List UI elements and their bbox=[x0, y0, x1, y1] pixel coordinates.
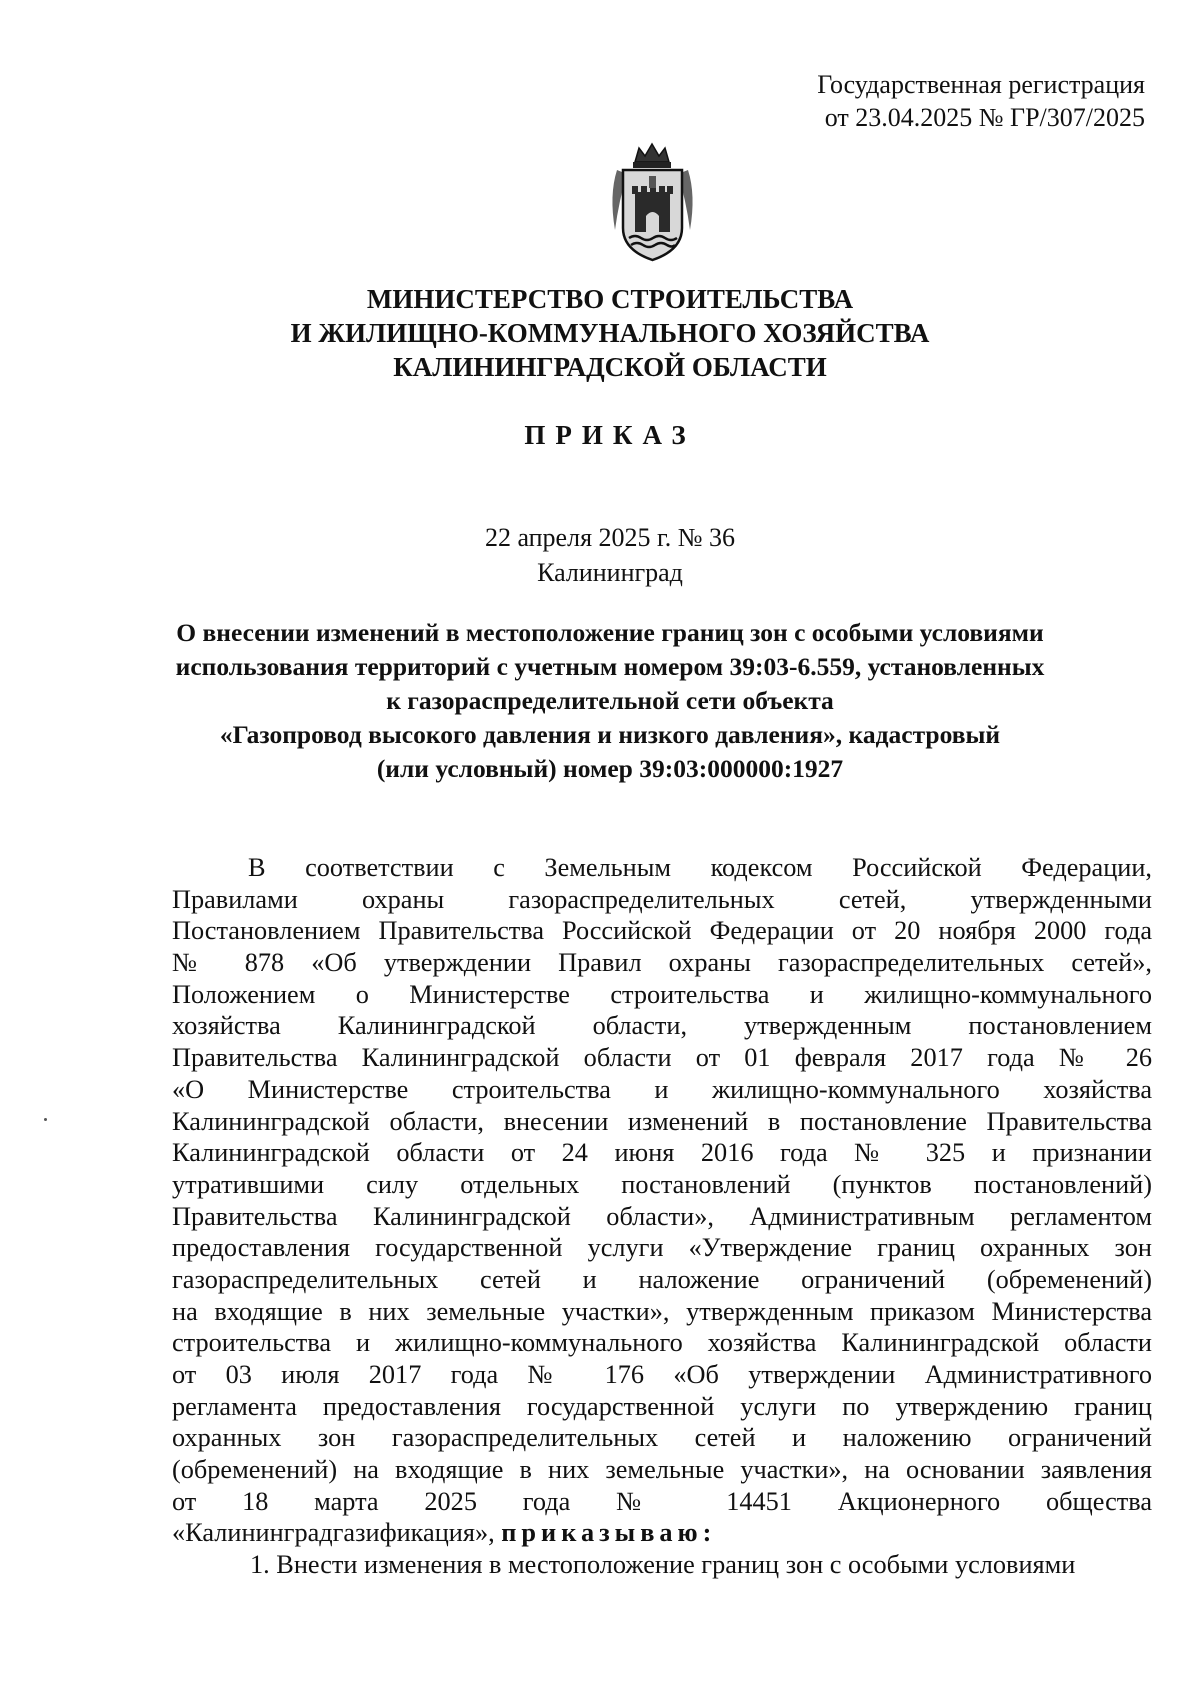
order-date-number: 22 апреля 2025 г. № 36 bbox=[484, 523, 736, 552]
subject-line: к газораспределительной сети объекта bbox=[386, 686, 834, 715]
body-line: Постановлением Правительства Российской Федерации от 20 ноября 2000 года bbox=[172, 916, 1152, 946]
registration-number: от 23.04.2025 № ГР/307/2025 bbox=[824, 103, 1145, 132]
body-line: Положением о Министерстве строительства и жилищно-коммунального bbox=[172, 979, 1152, 1009]
subject-line: (или условный) номер 39:03:000000:1927 bbox=[376, 754, 844, 783]
order-item-1: 1. Внести изменения в местоположение границ зон с особыми условиями bbox=[250, 1550, 1076, 1580]
order-subject bbox=[150, 616, 1070, 786]
subject-line: «Газопровод высокого давления и низкого давления», кадастровый bbox=[219, 720, 1001, 749]
ministry-line-1: МИНИСТЕРСТВО СТРОИТЕЛЬСТВА bbox=[366, 284, 854, 314]
ministry-name bbox=[150, 282, 1070, 384]
body-line: охранных зон газораспределительных сетей и наложению ограничений bbox=[172, 1423, 1152, 1453]
body-line: № 878 «Об утверждении Правил охраны газораспределительных сетей», bbox=[172, 948, 1152, 978]
body-line: Правительства Калининградской области», Административным регламентом bbox=[172, 1201, 1152, 1231]
company-name: «Калининградгазификация», bbox=[172, 1518, 502, 1548]
body-line: строительства и жилищно-коммунального хозяйства Калининградской области bbox=[172, 1328, 1152, 1358]
ministry-line-3: КАЛИНИНГРАДСКОЙ ОБЛАСТИ bbox=[393, 352, 827, 382]
body-line: от 03 июля 2017 года № 176 «Об утверждении Административного bbox=[172, 1360, 1152, 1389]
coat-of-arms-icon bbox=[605, 140, 700, 265]
subject-line: О внесении изменений в местоположение границ зон с особыми условиями bbox=[176, 618, 1044, 647]
body-line: В соответствии с Земельным кодексом Российской Федерации, bbox=[248, 853, 1152, 882]
body-line: Калининградской области от 24 июня 2016 года № 325 и признании bbox=[172, 1138, 1152, 1168]
date-block bbox=[350, 520, 870, 590]
registration-label: Государственная регистрация bbox=[817, 70, 1145, 99]
body-line: (обременений) на входящие в них земельные участки», на основании заявления bbox=[172, 1455, 1152, 1485]
order-directive: приказываю: bbox=[501, 1518, 717, 1548]
body-line: утратившими силу отдельных постановлений (пунктов постановлений) bbox=[172, 1169, 1152, 1199]
body-line: Калининградской области, внесении изменений в постановление Правительства bbox=[172, 1106, 1152, 1136]
ministry-line-2: И ЖИЛИЩНО-КОММУНАЛЬНОГО ХОЗЯЙСТВА bbox=[290, 318, 930, 348]
body-line: предоставления государственной услуги «Утверждение границ охранных зон bbox=[172, 1233, 1152, 1263]
order-city: Калининград bbox=[537, 558, 683, 587]
body-line: от 18 марта 2025 года № 14451 Акционерного общества bbox=[172, 1486, 1152, 1516]
order-body bbox=[172, 852, 1152, 1581]
subject-line: использования территорий с учетным номером 39:03-6.559, установленных bbox=[175, 652, 1045, 681]
body-line: на входящие в них земельные участки», утвержденным приказом Министерства bbox=[172, 1296, 1152, 1326]
body-line: газораспределительных сетей и наложение ограничений (обременений) bbox=[172, 1264, 1152, 1294]
registration-stamp bbox=[760, 68, 1145, 134]
scan-speck bbox=[44, 1118, 47, 1121]
body-line: регламента предоставления государственной услуги по утверждению границ bbox=[172, 1391, 1152, 1421]
body-line: хозяйства Калининградской области, утвержденным постановлением bbox=[172, 1011, 1152, 1041]
body-line: Правилами охраны газораспределительных сетей, утвержденными bbox=[172, 884, 1152, 914]
body-line: «О Министерстве строительства и жилищно-коммунального хозяйства bbox=[172, 1074, 1152, 1104]
body-line: Правительства Калининградской области от 01 февраля 2017 года № 26 bbox=[172, 1043, 1152, 1073]
body-line-final bbox=[172, 1517, 1152, 1549]
document-type: ПРИКАЗ bbox=[524, 420, 696, 450]
